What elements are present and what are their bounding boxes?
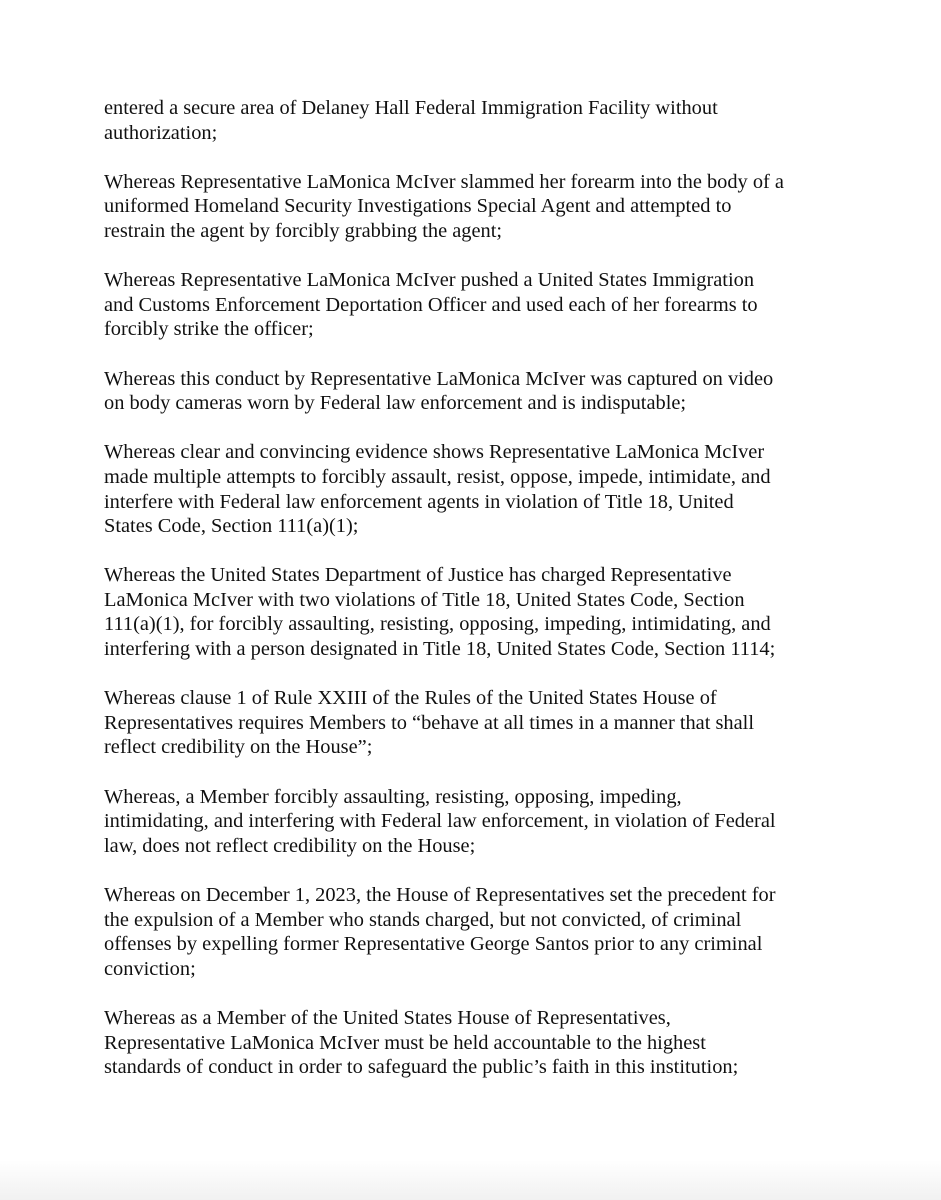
paragraph-whereas-evidence: Whereas clear and convincing evidence shows Representative LaMonica McIver made multiple attempts to forcibly assault, resist, oppose, impede, intimidate, and interfere with Federal law enforcement agents in violation of Title 18, United States Code, Section 111(a)(1);	[104, 441, 771, 538]
paragraph-whereas-rule-xxiii: Whereas clause 1 of Rule XXIII of the Rules of the United States House of Representatives requires Members to “behave at all times in a manner that shall reflect credibility on the House”;	[104, 687, 755, 759]
page-bottom-shadow	[0, 1160, 941, 1200]
paragraph-whereas-forearm: Whereas Representative LaMonica McIver slammed her forearm into the body of a uniformed Homeland Security Investigations Special Agent and attempted to restrain the agent by forcibly grabbing the agent;	[104, 170, 784, 242]
paragraph-whereas-pushed-officer: Whereas Representative LaMonica McIver pushed a United States Immigration and Customs Enforcement Deportation Officer and used each of her forearms to forcibly strike the officer;	[104, 269, 758, 341]
paragraph-whereas-credibility: Whereas, a Member forcibly assaulting, resisting, opposing, impeding, intimidating, and interfering with Federal law enforcement, in violation of Federal law, does not reflect credibility on the House;	[104, 785, 776, 857]
paragraph-continuation: entered a secure area of Delaney Hall Federal Immigration Facility without authorization;	[104, 97, 718, 144]
document-body	[104, 96, 844, 1104]
paragraph-whereas-precedent: Whereas on December 1, 2023, the House of Representatives set the precedent for the expulsion of a Member who stands charged, but not convicted, of criminal offenses by expelling former Representative George Santos prior to any criminal conviction;	[104, 884, 776, 980]
paragraph-whereas-accountable: Whereas as a Member of the United States House of Representatives, Representative LaMonica McIver must be held accountable to the highest standards of conduct in order to safeguard the public’s faith in this institution;	[104, 1006, 739, 1079]
paragraph-whereas-video: Whereas this conduct by Representative LaMonica McIver was captured on video on body cameras worn by Federal law enforcement and is indisputable;	[104, 367, 774, 415]
paragraph-whereas-charged: Whereas the United States Department of Justice has charged Representative LaMonica McIver with two violations of Title 18, United States Code, Section 111(a)(1), for forcibly assaulting, resisting, opposing, impeding, intimidating, and interfering with a person designated in Title 18, United States Code, Section 1114;	[104, 564, 776, 661]
